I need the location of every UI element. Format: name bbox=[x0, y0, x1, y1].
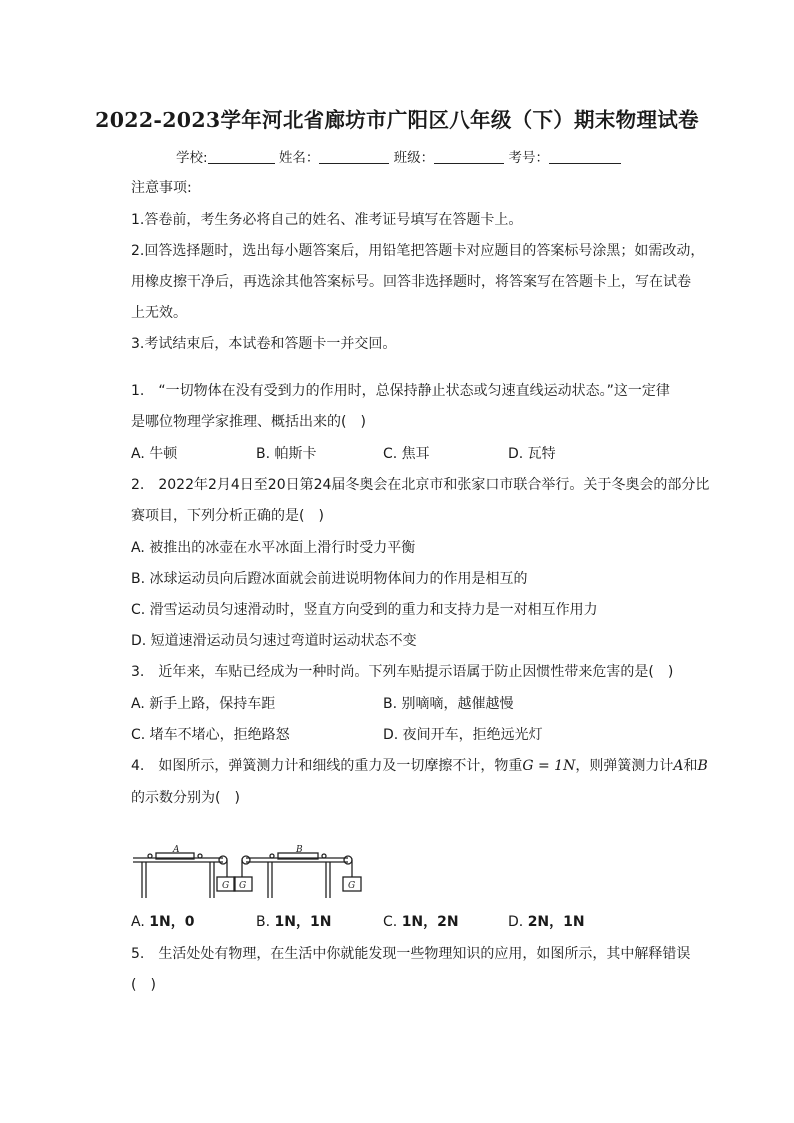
q3-option-a: A. 新手上路，保持车距 bbox=[131, 696, 276, 712]
q4-option-c bbox=[383, 911, 459, 931]
q4-option-a bbox=[131, 911, 194, 931]
label-b: B bbox=[296, 845, 303, 855]
option-value: 2N，1N bbox=[527, 914, 585, 930]
pulley-icon bbox=[344, 856, 352, 864]
q3-option-d: D. 夜间开车，拒绝远光灯 bbox=[383, 727, 543, 743]
q1-option-d: D. 瓦特 bbox=[508, 446, 556, 462]
note-item: 1.答卷前，考生务必将自己的姓名、准考证号填写在答题卡上。 bbox=[131, 212, 523, 228]
option-value: 1N，2N bbox=[401, 914, 459, 930]
note-item: 用橡皮擦干净后，再选涂其他答案标号。回答非选择题时，将答案写在答题卡上，写在试卷 bbox=[131, 274, 691, 290]
q4-option-d bbox=[508, 911, 585, 931]
q1-option-b: B. 帕斯卡 bbox=[256, 446, 317, 462]
q4-option-b bbox=[256, 911, 331, 931]
class-label: 班级： bbox=[393, 150, 435, 166]
class-blank bbox=[434, 149, 504, 164]
option-letter: A. bbox=[131, 914, 145, 930]
q1-option-c: C. 焦耳 bbox=[383, 446, 430, 462]
q4-formula: G = 1N bbox=[522, 758, 576, 774]
number-blank bbox=[549, 149, 621, 164]
spring-scale-figure bbox=[128, 843, 378, 903]
option-letter: C. bbox=[383, 914, 398, 930]
name-label: 姓名： bbox=[278, 150, 320, 166]
question-5-stem: 5. 生活处处有物理，在生活中你就能发现一些物理知识的应用，如图所示，其中解释错误 bbox=[131, 946, 691, 962]
weight-label: G bbox=[222, 881, 230, 891]
q2-option-a: A. 被推出的冰壶在水平冰面上滑行时受力平衡 bbox=[131, 540, 416, 556]
weight-label: G bbox=[348, 881, 356, 891]
q4-and: 和 bbox=[683, 758, 698, 774]
q4-text-a: 4. 如图所示，弹簧测力计和细线的重力及一切摩擦不计，物重 bbox=[131, 758, 523, 774]
question-2-stem: 2. 2022年2月4日至20日第24届冬奥会在北京市和张家口市联合举行。关于冬奥会的部分比 bbox=[131, 477, 710, 493]
q4-text-b: ，则弹簧测力计 bbox=[575, 758, 674, 774]
question-5-stem-cont: ( ) bbox=[131, 977, 156, 993]
note-item: 上无效。 bbox=[131, 305, 187, 321]
page-title: 2022-2023学年河北省廊坊市广阳区八年级（下）期末物理试卷 bbox=[95, 108, 699, 132]
question-1-stem: 1. “一切物体在没有受到力的作用时，总保持静止状态或匀速直线运动状态。”这一定律 bbox=[131, 383, 670, 399]
student-info-line bbox=[176, 146, 621, 166]
question-1-stem-cont: 是哪位物理学家推理、概括出来的( ) bbox=[131, 414, 366, 430]
question-4-stem bbox=[131, 755, 708, 775]
question-3-stem: 3. 近年来，车贴已经成为一种时尚。下列车贴提示语属于防止因惯性带来危害的是( ) bbox=[131, 664, 674, 680]
q2-option-d: D. 短道速滑运动员匀速过弯道时运动状态不变 bbox=[131, 633, 417, 649]
question-2-stem-cont: 赛项目，下列分析正确的是( ) bbox=[131, 508, 324, 524]
school-blank bbox=[208, 149, 275, 164]
q3-option-c: C. 堵车不堵心，拒绝路怒 bbox=[131, 727, 290, 743]
q4-var-b: B bbox=[697, 758, 708, 774]
note-item: 2.回答选择题时，选出每小题答案后，用铅笔把答题卡对应题目的答案标号涂黑；如需改动， bbox=[131, 243, 705, 259]
weight-label: G bbox=[239, 881, 247, 891]
q2-option-c: C. 滑雪运动员匀速滑动时，竖直方向受到的重力和支持力是一对相互作用力 bbox=[131, 602, 598, 618]
option-letter: B. bbox=[256, 914, 271, 930]
label-a: A bbox=[173, 845, 180, 855]
pulley-icon bbox=[242, 856, 250, 864]
pulley-icon bbox=[219, 856, 227, 864]
option-value: 1N，0 bbox=[149, 914, 195, 930]
q2-option-b: B. 冰球运动员向后蹬冰面就会前进说明物体间力的作用是相互的 bbox=[131, 571, 528, 587]
option-value: 1N，1N bbox=[274, 914, 332, 930]
question-4-stem-cont: 的示数分别为( ) bbox=[131, 790, 240, 806]
school-label: 学校: bbox=[176, 150, 208, 166]
name-blank bbox=[319, 149, 389, 164]
number-label: 考号： bbox=[508, 150, 549, 166]
notes-heading: 注意事项: bbox=[131, 180, 192, 196]
q3-option-b: B. 别嘀嘀，越催越慢 bbox=[383, 696, 514, 712]
option-letter: D. bbox=[508, 914, 524, 930]
note-item: 3.考试结束后，本试卷和答题卡一并交回。 bbox=[131, 336, 397, 352]
q4-var-a: A bbox=[673, 758, 684, 774]
q1-option-a: A. 牛顿 bbox=[131, 446, 178, 462]
